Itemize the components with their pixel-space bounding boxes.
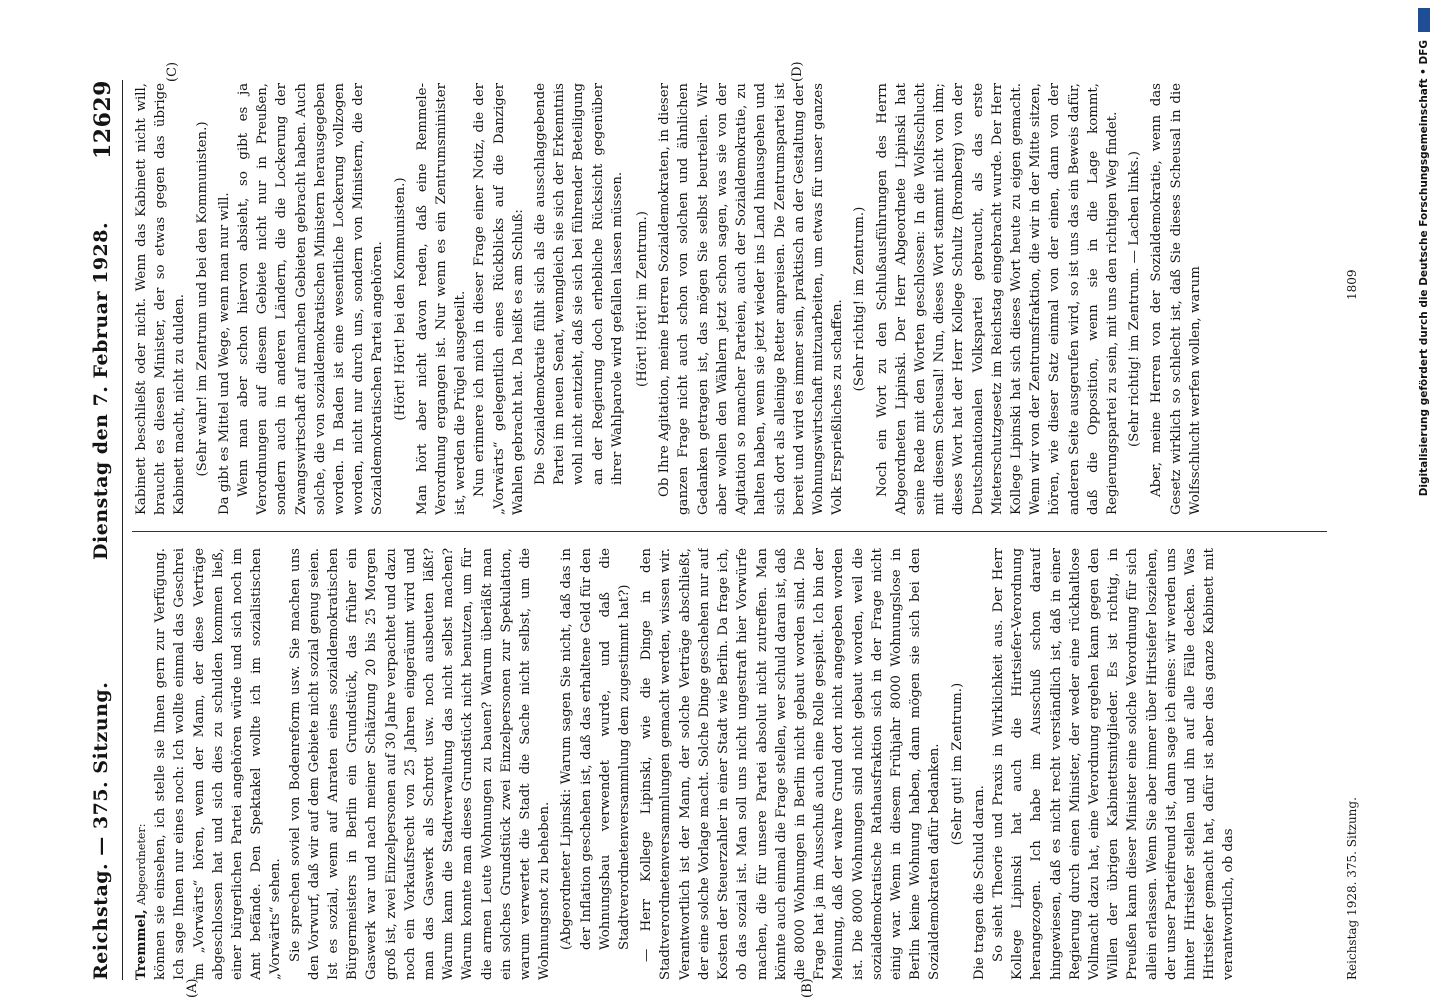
margin-mark-c: (C) [165,61,180,82]
speaker-line [132,548,151,980]
paragraph: Noch ein Wort zu den Schlußausführungen des Herrn Abgeordneten Lipinski. Der Herr Abgeordnete Lipinski hat seine Rede mit den Worten geschlossen: In die Wolfsschlucht mit diesem Scheusal! Nun, dieses Wort stammt nicht von ihm; dieses Wort hat der Herr Kollege Schultz (Bromberg) von der Deutschnationalen Volkspartei gebraucht, als das erste Mieterschutzgesetz im Reichstag eingebracht wurde. Der Herr Kollege Lipinski hat sich dieses Wort heute zu eigen gemacht. Wenn wir von der Zentrumsfraktion, die wir in der Mitte sitzen, hören, wie dieser Satz einmal von der einen, dann von der anderen Seite ausgerufen wird, so ist uns das ein Beweis dafür, daß die Opposition, wenn sie in die Lage kommt, Regierungspartei zu sein, mit uns den richtigen Weg findet. [874,83,1120,515]
paragraph: Nun erinnere ich mich in dieser Frage einer Notiz, die der „Vorwärts“ gelegentlich eines Rückblicks auf die Danziger Wahlen gebracht hat. Da heißt es am Schluß: [472,83,526,515]
interjection: (Sehr gut! im Zentrum.) [949,682,965,846]
paragraph: Ob Ihre Agitation, meine Herren Sozialdemokraten, in dieser ganzen Frage nicht auch schon von solchen und ähnlichen Gedanken getragen ist, das mögen Sie selbst beurteilen. Wir aber wollen den Wählern jetzt schon sagen, was sie von der Agitation so mancher Parteien, auch der Sozialdemokratie, zu halten haben, wenn sie jetzt wieder ins Land hinausgehen und sich dort als alleinige Retter anpreisen. Die Zentrumspartei ist bereit und wird es immer sein, praktisch an der Gestaltung der Wohnungswirtschaft mitzuarbeiten, um etwas für unser ganzes Volk Ersprießliches zu schaffen. [657,83,846,515]
paragraph: Da gibt es Mittel und Wege, wenn man nur will. [216,192,232,515]
footer-left: Reichstag 1928. 375. Sitzung. [1345,797,1359,980]
interjection: (Sehr wahr! im Zentrum und bei den Kommunisten.) [194,121,210,477]
paragraph: können sie einsehen, ich stelle sie Ihnen gern zur Verfügung. Ich sage Ihnen nur eines noch: Ich wollte einmal das Geschrei im „Vorwärts“ hören, wenn der Mann, der diese Verträge abgeschlossen hat und sich dies zu schulden kommen ließ, einer bürgerlichen Partei angehören würde und sich noch im Amt befände. Den Spektakel wollte ich im sozialistischen „Vorwärts“ sehen. [153,548,284,980]
header-rule [122,80,123,980]
running-head-left: Reichstag. — 375. Sitzung. [90,681,112,980]
interjection: (Hört! Hört! im Zentrum.) [635,211,651,387]
paragraph: — Herr Kollege Lipinski, wie die Dinge in den Stadtverordnetenversammlungen gemacht werden, wissen wir. Verantwortlich ist der Mann, der solche Verträge abschließt, der eine solche Vorlage macht. Solche Dinge geschehen nur auf Kosten der Steuerzahler in einer Stadt wie Berlin. Da frage ich, ob das sozial ist. Man soll uns nicht ungestraft hier Vorwürfe machen, die für unsere Partei absolut nicht zutreffen. Man könnte auch einmal die Frage stellen, wer schuld daran ist, daß die 8000 Wohnungen in Berlin nicht gebaut worden sind. Die Frage hat ja im Ausschuß auch eine Rolle gespielt. Ich bin der Meinung, daß der wahre Grund dort nicht angegeben worden ist. Die 8000 Wohnungen sind nicht gebaut worden, weil die sozialdemokratische Rathausfraktion sich in der Frage nicht einig war. Wenn in diesem Frühjahr 8000 Wohnungslose in Berlin keine Wohnung haben, dann mögen sie sich bei den Sozialdemokraten dafür bedanken. [639,548,943,980]
rotated-page [70,60,1400,1000]
margin-mark-b: (B) [800,978,815,998]
page-number: 12629 [90,80,116,160]
dfg-logo [1418,8,1430,32]
paragraph: So sieht Theorie und Praxis in Wirklichkeit aus. Der Herr Kollege Lipinski hat auch die Hirtsiefer-Verordnung herangezogen. Ich habe im Ausschuß schon darauf hingewiesen, daß es nicht recht verständlich ist, daß in einer Regierung durch einen Minister, der weder eine rückhaltlose Vollmacht dazu hat, eine Verordnung ergehen kann gegen den Willen der übrigen Kabinettsmitglieder. Es ist richtig, in Preußen kann dieser Minister eine solche Verordnung für sich allein erlassen. Wenn Sie aber immer über Hirtsiefer losziehen, der unser Parteifreund ist, dann sage ich eines: wir werden uns hinter Hirtsiefer stellen und ihn auf alle Fälle decken. Was Hirtsiefer gemacht hat, dafür ist aber das ganze Kabinett mit verantwortlich, ob das [990,548,1237,980]
paragraph: Aber, meine Herren von der Sozialdemokratie, wenn das Gesetz wirklich so schlecht ist, daß Sie dieses Scheusal in die Wolfsschlucht werfen wollen, warum [1149,83,1203,515]
digitization-credit: Digitalisierung gefördert durch die Deutsche Forschungsgemeinschaft • DFG [1418,40,1430,497]
speaker-name: Tremmel, [134,909,149,980]
paragraph: Man hört aber nicht davon reden, daß eine Remmele-Verordnung ergangen ist. Nur wenn es ein Zentrumsminister ist, werden die Prügel ausgeteilt. [414,83,469,515]
running-head-date: Dienstag den 7. Februar 1928. [90,221,112,560]
column-divider [132,531,1327,532]
margin-mark-d: (D) [790,61,805,82]
paragraph: Kabinett beschließt oder nicht. Wenn das Kabinett nicht will, braucht es diesen Minister, der so etwas gegen das übrige Kabinett macht, nicht zu dulden. [134,83,188,515]
paragraph: Wenn man aber schon hiervon absieht, so gibt es ja Verordnungen auf diesem Gebiete nicht nur in Preußen, sondern auch in anderen Ländern, die die Lockerung der Zwangswirtschaft auf manchen Gebieten gebracht haben. Auch solche, die von sozialdemokratischen Ministern herausgegeben worden. In Baden ist eine wesentliche Lockerung vollzogen worden, nicht nur durch uns, sondern von Ministern, die der Sozialdemokratischen Partei angehören. [236,83,386,515]
interjection: (Hört! Hört! bei den Kommunisten.) [392,177,408,421]
margin-mark-a: (A) [185,978,200,998]
interjection: (Sehr richtig! im Zentrum. — Lachen links.) [1127,151,1143,448]
speaker-note: Abgeordneter: [135,823,148,906]
right-column [132,83,1327,515]
paragraph: Sie sprechen soviel von Bodenreform usw. Sie machen uns den Vorwurf, daß wir auf dem Gebiete nicht sozial genug seien. Ist es sozial, wenn auf Anraten eines sozialdemokratischen Bürgermeisters in Berlin ein Grundstück, das früher ein Gaswerk war und nach meiner Schätzung 20 bis 25 Morgen groß ist, zwei Einzelpersonen auf 30 Jahre verpachtet und dazu noch ein Vorkaufsrecht von 25 Jahren eingeräumt wird und man das Gaswerk als Schrott usw. noch ausbeuten läßt? Warum kann die Stadtverwaltung das nicht selbst machen? Warum konnte man dieses Grundstück nicht benutzen, um für die armen Leute Wohnungen zu bauen? Warum überläßt man ein solches Grundstück zwei Einzelpersonen zur Spekulation, warum verwertet die Stadt die Sache nicht selbst, um die Wohnungsnot zu beheben. [287,548,553,980]
interjection: (Sehr richtig! im Zentrum.) [852,206,868,392]
interjection: (Abgeordneter Lipinski: Warum sagen Sie nicht, daß das in der Inflation geschehen ist, daß das erhaltene Geld für den Wohnungsbau verwendet wurde, und daß die Stadtverordnetenversammlung dem zugestimmt hat?) [559,548,633,950]
left-column [132,548,1327,980]
paragraph: Die tragen die Schuld daran. [971,785,987,980]
footer-sheet-number: 1809 [1345,269,1359,300]
quotation: Die Sozialdemokratie fühlt sich als die ausschlaggebende Partei im neuen Senat, wenngleich sie sich der Erkenntnis wohl nicht entzieht, daß sie sich bei führender Beteiligung an der Regierung doch erhebliche Rücksicht gegenüber ihrer Wahlparole wird gefallen lassen müssen. [533,83,625,485]
